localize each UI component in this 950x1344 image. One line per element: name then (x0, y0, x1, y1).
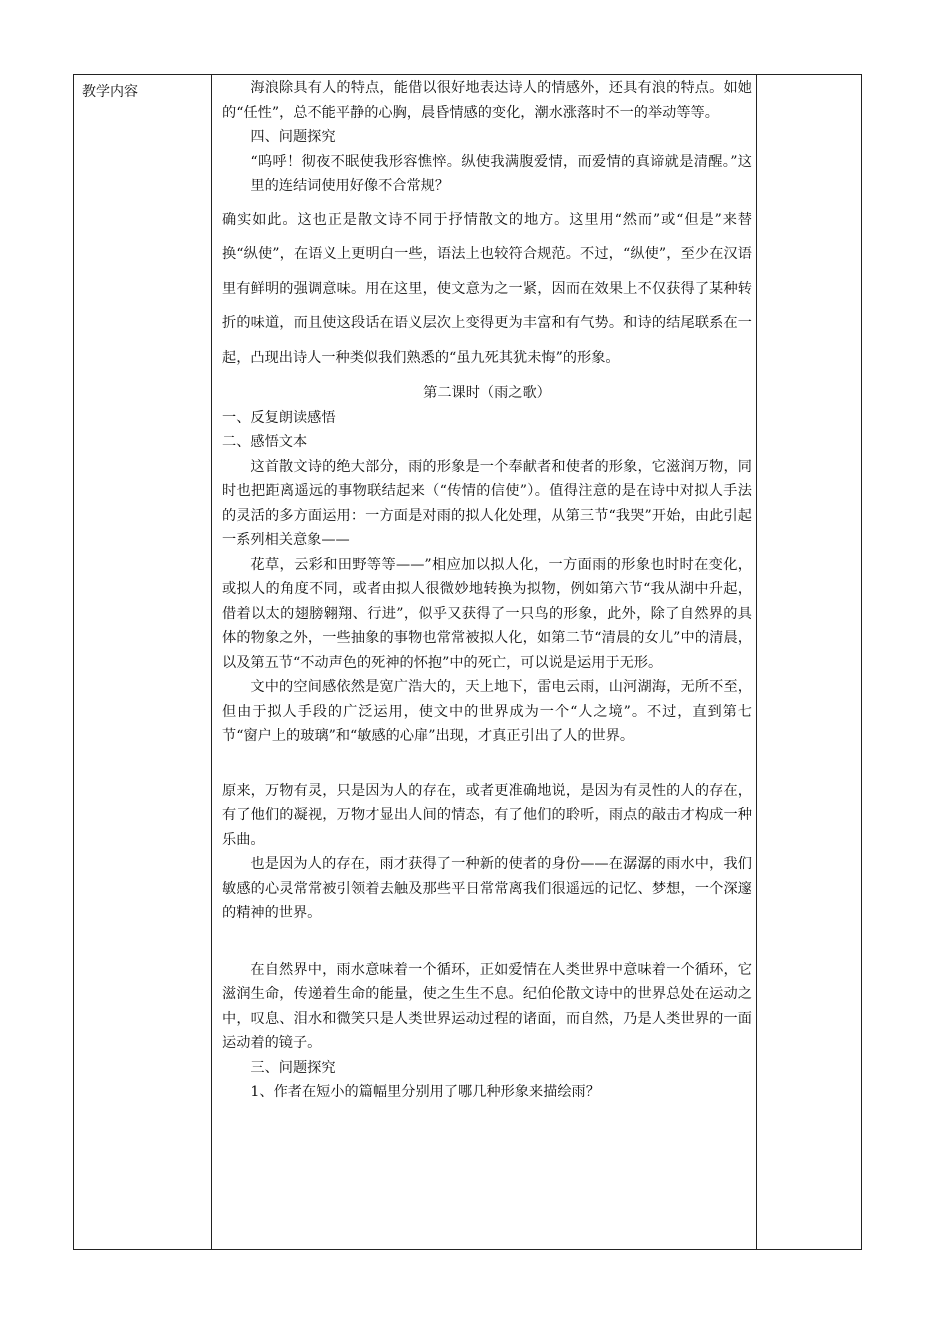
paragraph: 也是因为人的存在，雨才获得了一种新的使者的身份——在潺潺的雨水中，我们敏感的心灵常常被引领着去触及那些平日常常离我们很遥远的记忆、梦想，一个深邃的精神的世界。 (222, 856, 752, 921)
question: 1、作者在短小的篇幅里分别用了哪几种形象来描绘雨？ (250, 1084, 600, 1100)
column-divider-left (211, 75, 212, 1249)
paragraph: 这首散文诗的绝大部分，雨的形象是一个奉献者和使者的形象，它滋润万物，同时也把距离遥远的事物联结起来（“传情的信使”）。值得注意的是在诗中对拟人手法的灵活的多方面运用：一方面是对雨的拟人化处理，从第三节“我哭”开始，由此引起一系列相关意象—— (222, 458, 752, 548)
lesson-heading: 第二课时（雨之歌） (423, 385, 551, 401)
section-heading: 二、感悟文本 (222, 434, 308, 450)
paragraph: 花草，云彩和田野等等——”相应加以拟人化，一方面雨的形象也时时在变化，或拟人的角度不同，或者由拟人很微妙地转换为拟物，例如第六节“我从湖中升起，借着以太的翅膀翱翔、行进”，似乎又获得了一只鸟的形象，此外，除了自然界的具体的物象之外，一些抽象的事物也常常被拟人化，如第二节“清晨的女儿”中的清晨，以及第五节“不动声色的死神的怀抱”中的死亡，可以说是运用于无形。 (222, 556, 752, 671)
lesson-table (73, 74, 862, 1250)
paragraph: 海浪除具有人的特点，能借以很好地表达诗人的情感外，还具有浪的特点。如她的“任性”，总不能平静的心胸，晨昏情感的变化，潮水涨落时不一的举动等等。 (222, 80, 752, 121)
paragraph: 文中的空间感依然是宽广浩大的，天上地下，雷电云雨，山河湖海，无所不至，但由于拟人手段的广泛运用，使文中的世界成为一个“人之境”。不过，直到第七节“窗户上的玻璃”和“敏感的心扉”出现，才真正引出了人的世界。 (222, 679, 752, 744)
section-heading: 四、问题探究 (250, 129, 336, 145)
paragraph: 在自然界中，雨水意味着一个循环，正如爱情在人类世界中意味着一个循环，它滋润生命，传递着生命的能量，使之生生不息。纪伯伦散文诗中的世界总处在运动之中，叹息、泪水和微笑只是人类世界运动过程的诸面，而自然，乃是人类世界的一面运动着的镜子。 (222, 961, 752, 1051)
blank-line (222, 926, 752, 950)
blank-line (222, 749, 752, 773)
paragraph: 原来，万物有灵，只是因为人的存在，或者更准确地说，是因为有灵性的人的存在，有了他们的凝视，万物才显出人间的情态，有了他们的聆听，雨点的敲击才构成一种乐曲。 (222, 782, 752, 848)
column-divider-right (756, 75, 757, 1249)
paragraph: 确实如此。这也正是散文诗不同于抒情散文的地方。这里用“然而”或“但是”来替换“纵使”，在语义上更明白一些，语法上也较符合规范。不过，“纵使”，至少在汉语里有鲜明的强调意味。用在这里，使文意为之一紧，因而在效果上不仅获得了某种转折的味道，而且使这段话在语义层次上变得更为丰富和有气势。和诗的结尾联系在一起，凸现出诗人一种类似我们熟悉的“虽九死其犹未悔”的形象。 (222, 211, 752, 366)
row-label: 教学内容 (82, 84, 138, 100)
quote-question: “呜呼！彻夜不眠使我形容憔悴。纵使我满腹爱情，而爱情的真谛就是清醒。”这里的连结词使用好像不合常规？ (250, 153, 752, 194)
content-cell (222, 75, 752, 1105)
section-heading: 三、问题探究 (250, 1059, 336, 1076)
section-heading: 一、反复朗读感悟 (222, 409, 336, 426)
